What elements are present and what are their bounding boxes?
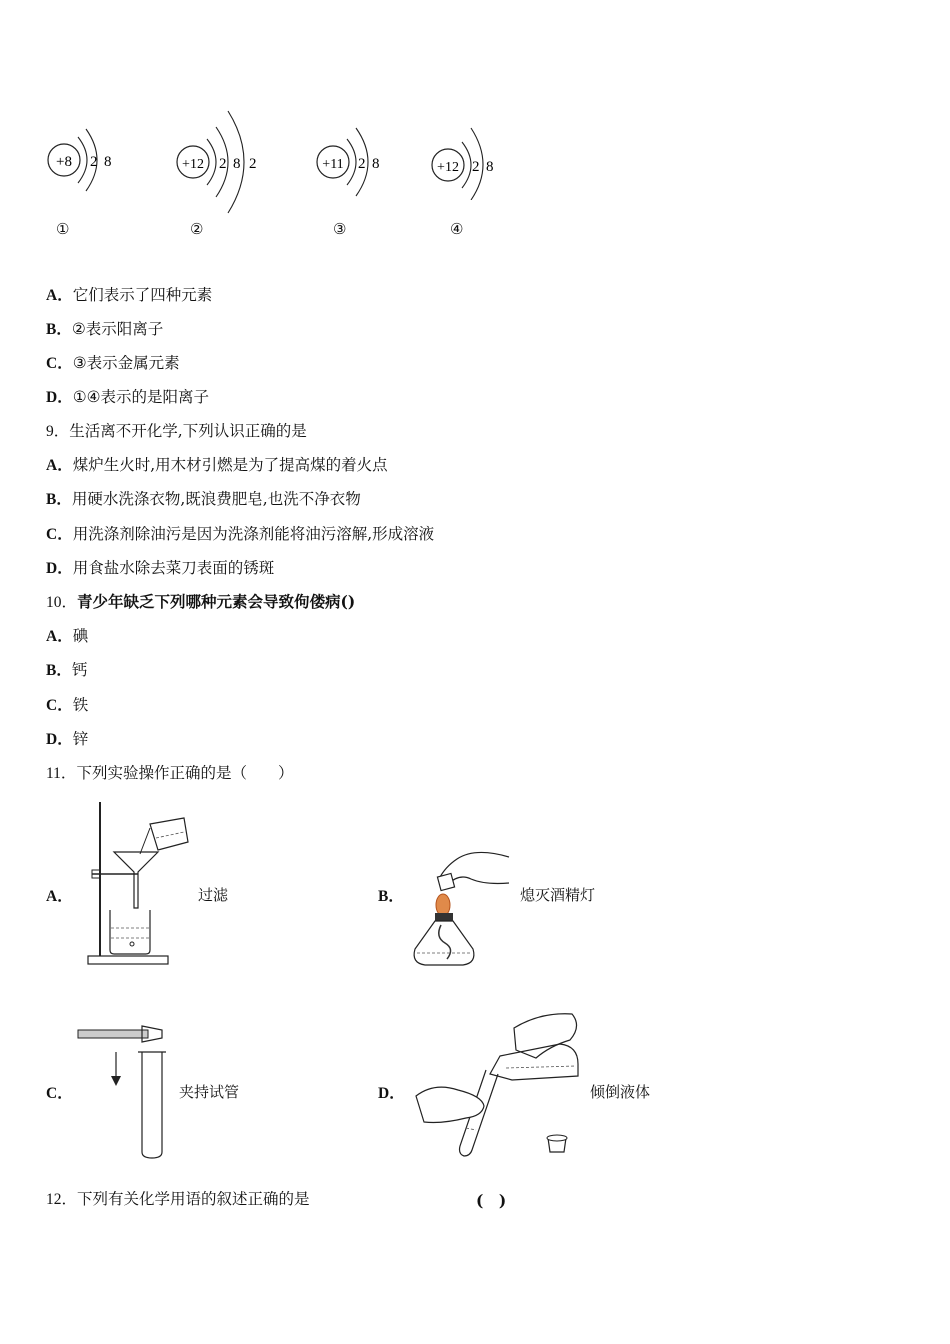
q10-option-b[interactable]: B．钙: [46, 661, 88, 679]
atom-2-shell-1: 2: [219, 156, 227, 172]
atom-1-nucleus: +8: [56, 154, 72, 170]
q9-stem: 9．生活离不开化学,下列认识正确的是: [46, 422, 307, 440]
q8-option-b[interactable]: B．②表示阳离子: [46, 320, 164, 338]
q9-option-c[interactable]: C．用洗涤剂除油污是因为洗涤剂能将油污溶解,形成溶液: [46, 525, 435, 543]
q8-option-a[interactable]: A．它们表示了四种元素: [46, 286, 213, 304]
q9-option-b[interactable]: B．用硬水洗涤衣物,既浪费肥皂,也洗不净衣物: [46, 490, 361, 508]
q10-stem: 10．青少年缺乏下列哪种元素会导致佝偻病(): [46, 592, 356, 611]
atom-4-nucleus: +12: [437, 160, 459, 175]
q11-option-d-letter[interactable]: D．: [378, 1085, 405, 1102]
pouring-liquid-illustration: [410, 1006, 585, 1162]
atom-4-shell-1: 2: [472, 159, 480, 175]
atom-2-nucleus: +12: [182, 157, 204, 172]
q11-option-c-caption: 夹持试管: [179, 1083, 240, 1101]
atom-2-shell-2: 8: [233, 156, 241, 172]
q11-option-a-letter[interactable]: A．: [46, 888, 73, 905]
q10-option-c[interactable]: C．铁: [46, 696, 89, 714]
filtration-illustration: [80, 798, 195, 970]
test-tube-holder-illustration: [76, 1024, 171, 1164]
atom-structure-3: [308, 120, 398, 200]
atom-label-1: ①: [56, 220, 70, 238]
atom-3-shell-1: 2: [358, 156, 366, 172]
q11-option-a-caption: 过滤: [198, 886, 229, 904]
atom-1-shell-1: 2: [90, 154, 98, 170]
q11-option-c-letter[interactable]: C．: [46, 1085, 73, 1102]
atom-structure-2: [170, 105, 270, 215]
q11-option-b-letter[interactable]: B．: [378, 888, 404, 905]
alcohol-lamp-illustration: [405, 845, 515, 973]
atom-label-4: ④: [450, 220, 464, 238]
atom-structure-1: [40, 115, 130, 195]
q11-option-d-caption: 倾倒液体: [590, 1083, 651, 1101]
q9-option-d[interactable]: D．用食盐水除去菜刀表面的锈斑: [46, 559, 275, 577]
q11-option-b-caption: 熄灭酒精灯: [520, 886, 596, 904]
atom-1-shell-2: 8: [104, 154, 112, 170]
q9-option-a[interactable]: A．煤炉生火时,用木材引燃是为了提高煤的着火点: [46, 456, 388, 474]
atom-3-shell-2: 8: [372, 156, 380, 172]
q12-answer-paren: ( ): [476, 1191, 507, 1210]
q10-option-a[interactable]: A．碘: [46, 627, 89, 645]
atom-structure-4: [424, 120, 514, 200]
q11-stem: 11．下列实验操作正确的是（ ）: [46, 764, 294, 782]
q8-option-d[interactable]: D．①④表示的是阳离子: [46, 388, 209, 406]
atom-label-3: ③: [333, 220, 347, 238]
atom-2-shell-3: 2: [249, 156, 257, 172]
q12-stem: 12．下列有关化学用语的叙述正确的是: [46, 1190, 310, 1208]
q10-option-d[interactable]: D．锌: [46, 730, 89, 748]
atom-4-shell-2: 8: [486, 159, 494, 175]
q8-option-c[interactable]: C．③表示金属元素: [46, 354, 180, 372]
atom-3-nucleus: +11: [322, 157, 344, 172]
atom-label-2: ②: [190, 220, 204, 238]
